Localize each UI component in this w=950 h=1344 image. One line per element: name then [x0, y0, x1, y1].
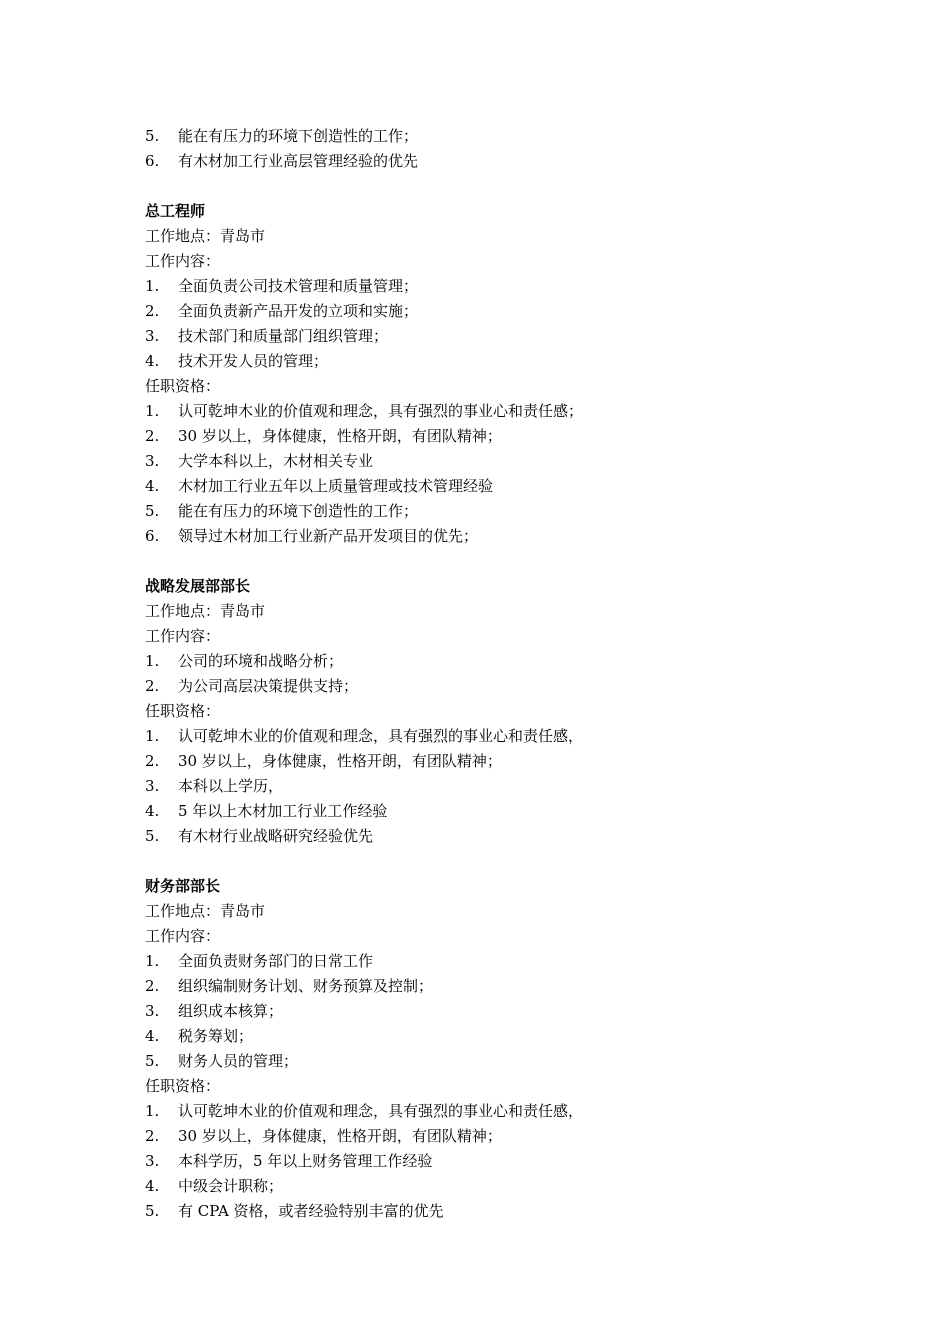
item-text: 本科以上学历，: [178, 777, 284, 795]
item-number: 5.: [145, 127, 160, 145]
list-item: [145, 424, 865, 449]
list-item: [145, 449, 865, 474]
item-number: 1.: [145, 727, 160, 745]
list-item: [145, 1149, 865, 1174]
requirements-label: 任职资格：: [145, 702, 221, 720]
item-text: 领导过木材加工行业新产品开发项目的优先；: [178, 527, 479, 545]
item-number: 2.: [145, 677, 160, 695]
item-number: 6.: [145, 527, 160, 545]
item-number: 4.: [145, 477, 160, 495]
item-text: 公司的环境和战略分析；: [178, 652, 344, 670]
list-item: [145, 1124, 865, 1149]
spacer: [145, 174, 865, 199]
item-number: 3.: [145, 1002, 160, 1020]
list-item: [145, 649, 865, 674]
job-title: 战略发展部部长: [145, 577, 251, 595]
item-number: 3.: [145, 452, 160, 470]
item-text: 为公司高层决策提供支持；: [178, 677, 359, 695]
list-item: [145, 399, 865, 424]
list-item: [145, 474, 865, 499]
item-text: 有 CPA 资格，或者经验特别丰富的优先: [178, 1202, 444, 1220]
spacer: [145, 849, 865, 874]
item-text: 30 岁以上，身体健康，性格开朗，有团队精神；: [178, 1127, 502, 1145]
item-text: 税务筹划；: [178, 1027, 254, 1045]
item-number: 5.: [145, 502, 160, 520]
job-location: 工作地点：青岛市: [145, 227, 266, 245]
item-text: 能在有压力的环境下创造性的工作；: [178, 127, 419, 145]
list-item: [145, 674, 865, 699]
item-number: 2.: [145, 752, 160, 770]
list-item: [145, 124, 865, 149]
item-text: 组织成本核算；: [178, 1002, 284, 1020]
requirements-label: 任职资格：: [145, 1077, 221, 1095]
item-number: 4.: [145, 352, 160, 370]
job-section-finance-director: [145, 874, 865, 1224]
item-number: 2.: [145, 977, 160, 995]
list-item: [145, 1049, 865, 1074]
intro-list: [145, 124, 865, 174]
job-location: 工作地点：青岛市: [145, 902, 266, 920]
item-number: 3.: [145, 327, 160, 345]
item-text: 30 岁以上，身体健康，性格开朗，有团队精神；: [178, 752, 502, 770]
list-item: [145, 324, 865, 349]
item-text: 组织编制财务计划、财务预算及控制；: [178, 977, 434, 995]
list-item: [145, 149, 865, 174]
list-item: [145, 1024, 865, 1049]
item-number: 2.: [145, 427, 160, 445]
item-text: 中级会计职称；: [178, 1177, 284, 1195]
list-item: [145, 1099, 865, 1124]
requirements-label: 任职资格：: [145, 377, 221, 395]
list-item: [145, 299, 865, 324]
content-label: 工作内容：: [145, 252, 221, 270]
list-item: [145, 274, 865, 299]
item-number: 4.: [145, 802, 160, 820]
item-number: 3.: [145, 1152, 160, 1170]
list-item: [145, 749, 865, 774]
item-number: 4.: [145, 1177, 160, 1195]
list-item: [145, 724, 865, 749]
list-item: [145, 774, 865, 799]
content-label: 工作内容：: [145, 927, 221, 945]
list-item: [145, 824, 865, 849]
list-item: [145, 1174, 865, 1199]
item-number: 4.: [145, 1027, 160, 1045]
document-page: [145, 124, 865, 1224]
item-number: 1.: [145, 402, 160, 420]
list-item: [145, 949, 865, 974]
item-number: 1.: [145, 1102, 160, 1120]
item-number: 5.: [145, 1052, 160, 1070]
item-text: 全面负责公司技术管理和质量管理；: [178, 277, 419, 295]
item-number: 1.: [145, 952, 160, 970]
item-text: 能在有压力的环境下创造性的工作；: [178, 502, 419, 520]
item-number: 3.: [145, 777, 160, 795]
item-text: 认可乾坤木业的价值观和理念，具有强烈的事业心和责任感，: [178, 1102, 584, 1120]
content-label: 工作内容：: [145, 627, 221, 645]
item-number: 1.: [145, 277, 160, 295]
job-section-chief-engineer: [145, 199, 865, 549]
item-text: 5 年以上木材加工行业工作经验: [178, 802, 388, 820]
item-text: 全面负责新产品开发的立项和实施；: [178, 302, 419, 320]
item-text: 有木材行业战略研究经验优先: [178, 827, 374, 845]
list-item: [145, 524, 865, 549]
item-text: 技术开发人员的管理；: [178, 352, 329, 370]
item-text: 认可乾坤木业的价值观和理念，具有强烈的事业心和责任感；: [178, 402, 584, 420]
item-text: 技术部门和质量部门组织管理；: [178, 327, 389, 345]
item-text: 本科学历，5 年以上财务管理工作经验: [178, 1152, 433, 1170]
job-location: 工作地点：青岛市: [145, 602, 266, 620]
spacer: [145, 549, 865, 574]
item-text: 30 岁以上，身体健康，性格开朗，有团队精神；: [178, 427, 502, 445]
list-item: [145, 349, 865, 374]
item-text: 全面负责财务部门的日常工作: [178, 952, 374, 970]
list-item: [145, 499, 865, 524]
job-section-strategy-director: [145, 574, 865, 849]
item-text: 木材加工行业五年以上质量管理或技术管理经验: [178, 477, 494, 495]
item-number: 6.: [145, 152, 160, 170]
item-number: 2.: [145, 1127, 160, 1145]
list-item: [145, 1199, 865, 1224]
item-text: 大学本科以上，木材相关专业: [178, 452, 374, 470]
job-title: 财务部部长: [145, 877, 221, 895]
item-text: 财务人员的管理；: [178, 1052, 299, 1070]
item-number: 1.: [145, 652, 160, 670]
item-text: 认可乾坤木业的价值观和理念，具有强烈的事业心和责任感，: [178, 727, 584, 745]
item-number: 5.: [145, 1202, 160, 1220]
item-number: 5.: [145, 827, 160, 845]
item-text: 有木材加工行业高层管理经验的优先: [178, 152, 419, 170]
list-item: [145, 799, 865, 824]
job-title: 总工程师: [145, 202, 206, 220]
list-item: [145, 999, 865, 1024]
item-number: 2.: [145, 302, 160, 320]
list-item: [145, 974, 865, 999]
